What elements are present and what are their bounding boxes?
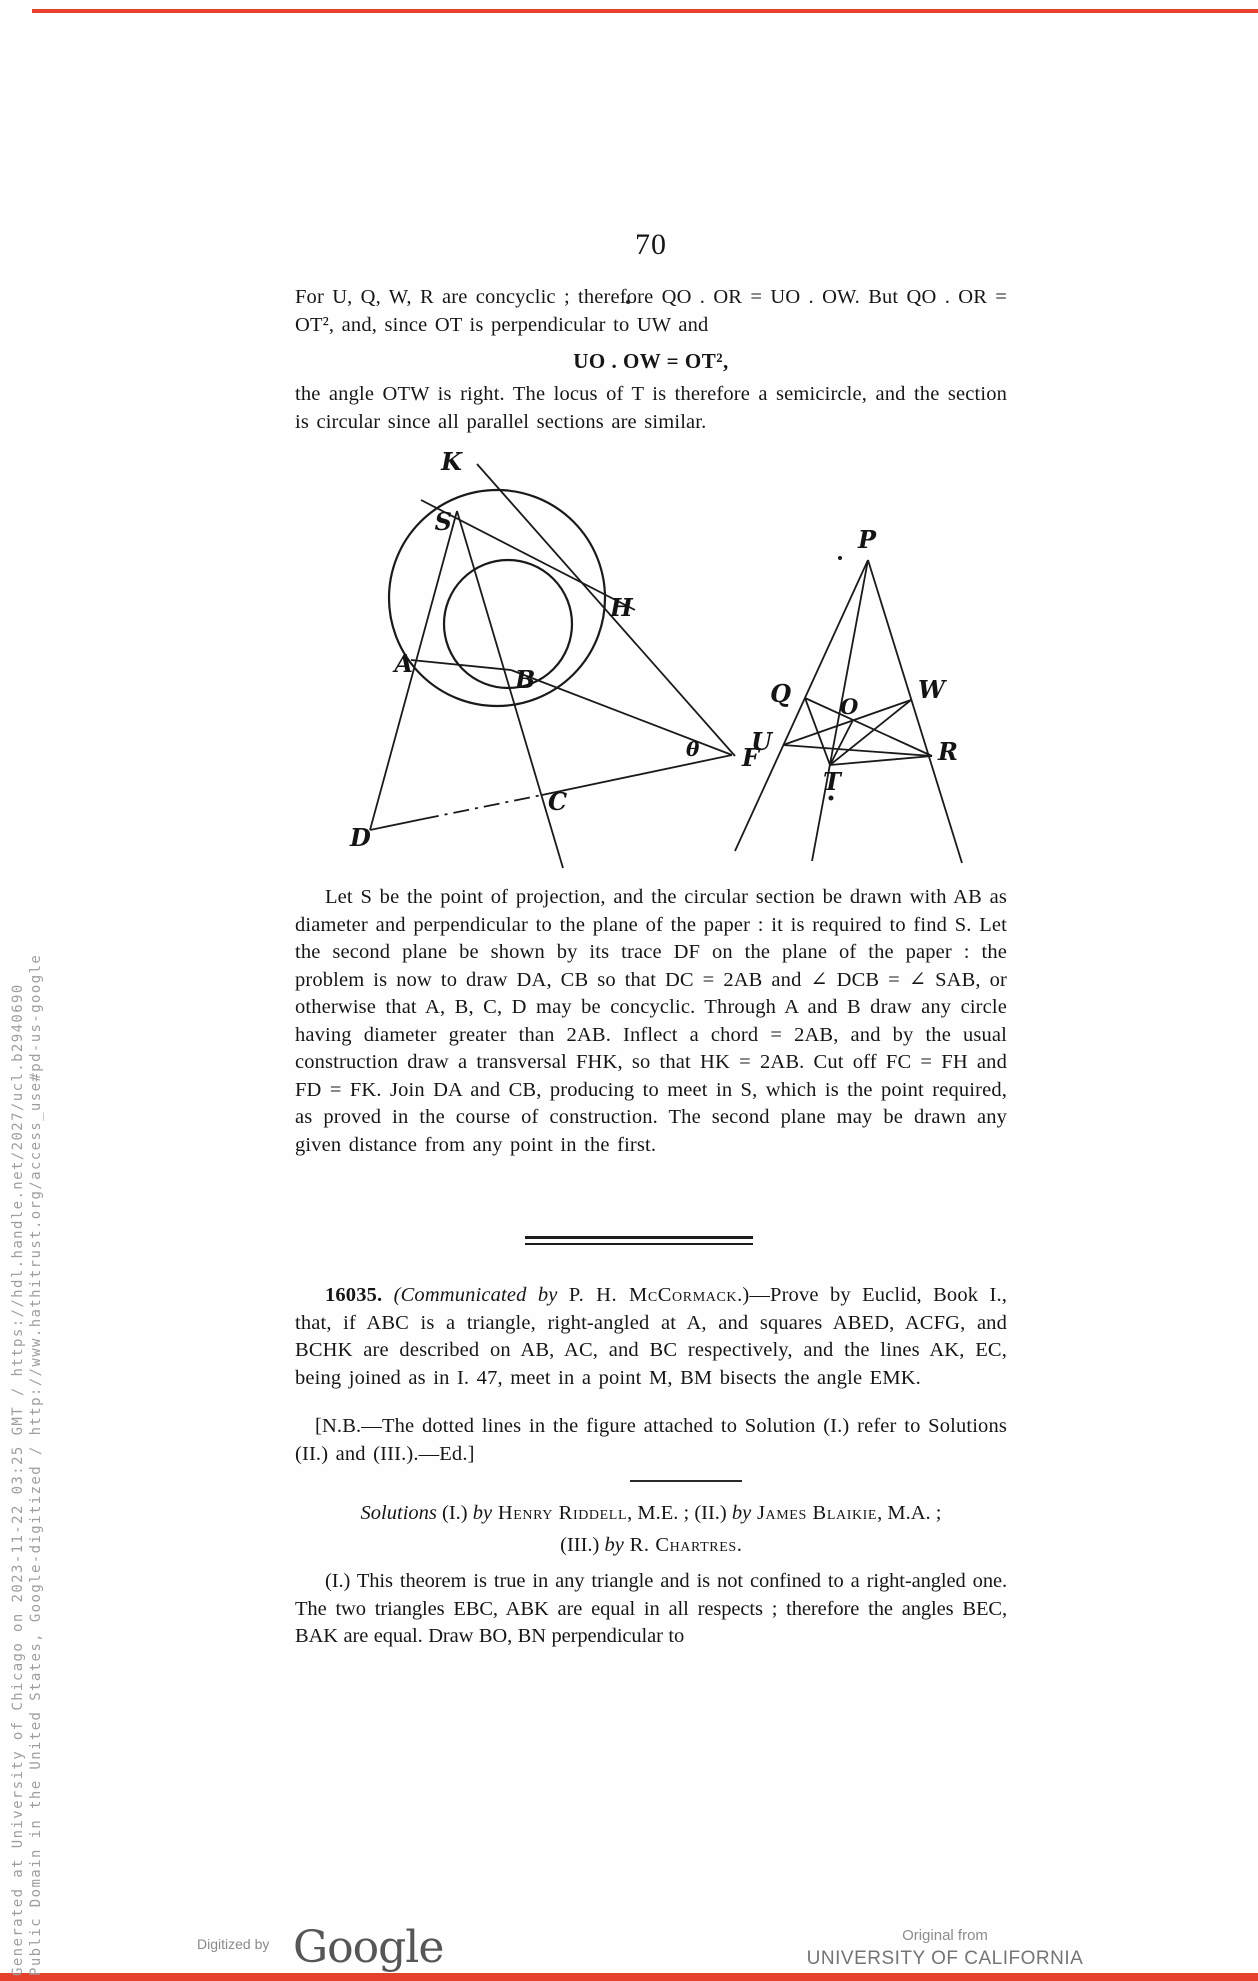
segment-D-C-dashdot: [423, 795, 542, 819]
solutions-heading-line1: [295, 1497, 1007, 1529]
problem-statement: .)—Prove by Euclid, Book I., that, if ABC is a triangle, right-angled at A, and squares ABED, ACFG, and BCHK are described on AB, AC, and BC respectively, and the lines AK, EC, being joined as in I. 47, meet in a point M, BM bisects the angle EMK.: [295, 1284, 1007, 1389]
scan-edge-bottom-bar: [0, 1973, 1258, 1981]
watermark-line-generated: Generated at University of Chicago on 2023-11-22 03:25 GMT / https://hdl.handle.net/2027/ucl.b2940690: [10, 983, 26, 1976]
geometry-figures: [280, 448, 1040, 872]
point-label-Q: Q: [770, 679, 791, 708]
point-label-O: O: [840, 694, 859, 719]
google-logo: Google: [293, 1922, 444, 1973]
point-label-W: W: [918, 675, 945, 704]
solutions-roman2: (II.): [694, 1502, 732, 1524]
original-from-label: Original from: [902, 1927, 988, 1944]
ink-dot-near-P: [838, 556, 842, 560]
point-label-D: D: [350, 823, 371, 852]
paragraph-proof-bottom: the angle OTW is right. The locus of T is therefore a semicircle, and the section is circular since all parallel sections are similar.: [295, 383, 1007, 433]
solver-name-chartres: R. Chartres: [623, 1534, 737, 1556]
note-end-rule: [630, 1480, 742, 1482]
solver-degree2: , M.A. ;: [877, 1502, 942, 1524]
segment-C-F-solid: [542, 755, 732, 795]
outer-circle: [389, 490, 605, 706]
ink-dot-below-T: [829, 796, 834, 801]
solutions-heading-line2: [295, 1529, 1007, 1561]
solutions-roman3: (III.): [560, 1534, 605, 1556]
ray-P-right: [868, 560, 962, 863]
solver-name-riddell: Henry Riddell: [492, 1502, 628, 1524]
paragraph-solution-1: (I.) This theorem is true in any triangle and is not confined to a right-angled one. The two triangles EBC, ABK are equal in all respects ; therefore the angles BEC, BAK are equal. Draw BO, BN perpendicular to: [295, 1570, 1007, 1647]
point-label-A: A: [394, 649, 413, 678]
segment-D-F-solid1: [370, 819, 423, 830]
solver-suffix3: .: [736, 1534, 742, 1556]
scan-edge-top-bar: [32, 9, 1258, 13]
paragraph-construction: Let S be the point of projection, and the circular section be drawn with AB as diameter and perpendicular to the plane of the paper : it is required to find S. Let the second plane be shown by its trace DF on the plane of the paper : the problem is now to draw DA, CB so that DC = 2AB and ∠ DCB = ∠ SAB, or otherwise that A, B, C, D may be concyclic. Through A and B draw any circle having diameter greater than 2AB. Inflect a chord = 2AB, and by the usual construction draw a transversal FHK, so that HK = 2AB. Cut off FC = FH and FD = FK. Join DA and CB, producing to meet in S, which is the point required, as proved in the course of construction. The second plane may be drawn any given distance from any point in the first.: [295, 886, 1007, 1156]
solutions-roman1: (I.): [436, 1502, 473, 1524]
problem-number: 16035.: [325, 1284, 383, 1306]
paragraph-problem-16035: [295, 1282, 1007, 1392]
point-label-C: C: [548, 787, 568, 816]
inflected-chord: [421, 500, 635, 610]
line-S-A-D: [370, 511, 457, 830]
line-T-R: [830, 756, 932, 765]
point-label-B: B: [515, 665, 536, 694]
scan-watermark: [10, 954, 45, 1976]
point-label-K: K: [441, 448, 462, 476]
solutions-by2: by: [731, 1502, 752, 1524]
equation-uo-ow: UO . OW = OT²,: [573, 349, 729, 373]
point-label-U: U: [751, 727, 772, 756]
solutions-word: Solutions: [360, 1502, 437, 1524]
solver-degree1: , M.E. ;: [627, 1502, 695, 1524]
problem-communicated-prefix: (Communicated by: [393, 1284, 569, 1306]
problem-author: P. H. McCormack: [568, 1284, 738, 1306]
digitized-by-label: Digitized by: [197, 1936, 270, 1952]
point-label-S: S: [434, 507, 452, 536]
angle-label-theta: θ: [686, 737, 700, 761]
point-label-T: T: [823, 767, 841, 796]
point-label-F: F: [742, 743, 760, 772]
institution-label: UNIVERSITY OF CALIFORNIA: [806, 1948, 1084, 1969]
transversal-K-H-F: [477, 464, 735, 756]
paragraph-proof-top: For U, Q, W, R are concyclic ; therefore QO . OR = UO . OW. But QO . OR = OT², and, since OT is perpendicular to UW and: [295, 286, 1007, 336]
point-label-H: H: [610, 593, 633, 622]
solutions-heading: [295, 1497, 1007, 1561]
point-label-R: R: [938, 737, 958, 766]
point-label-P: P: [858, 525, 877, 554]
solutions-by3: by: [604, 1534, 624, 1556]
watermark-line-publicdomain: Public Domain in the United States, Google-digitized / http://www.hathitrust.org/access_use#pd-us-google: [27, 953, 44, 1976]
page-number: 70: [635, 228, 667, 261]
figure-left-labels: [349, 448, 761, 852]
section-divider: [525, 1236, 753, 1245]
solutions-by1: by: [472, 1502, 493, 1524]
solver-name-blaikie: James Blaikie: [751, 1502, 878, 1524]
paragraph-editor-note: [N.B.—The dotted lines in the figure attached to Solution (I.) refer to Solutions (II.) and (III.).—Ed.]: [295, 1415, 1007, 1465]
